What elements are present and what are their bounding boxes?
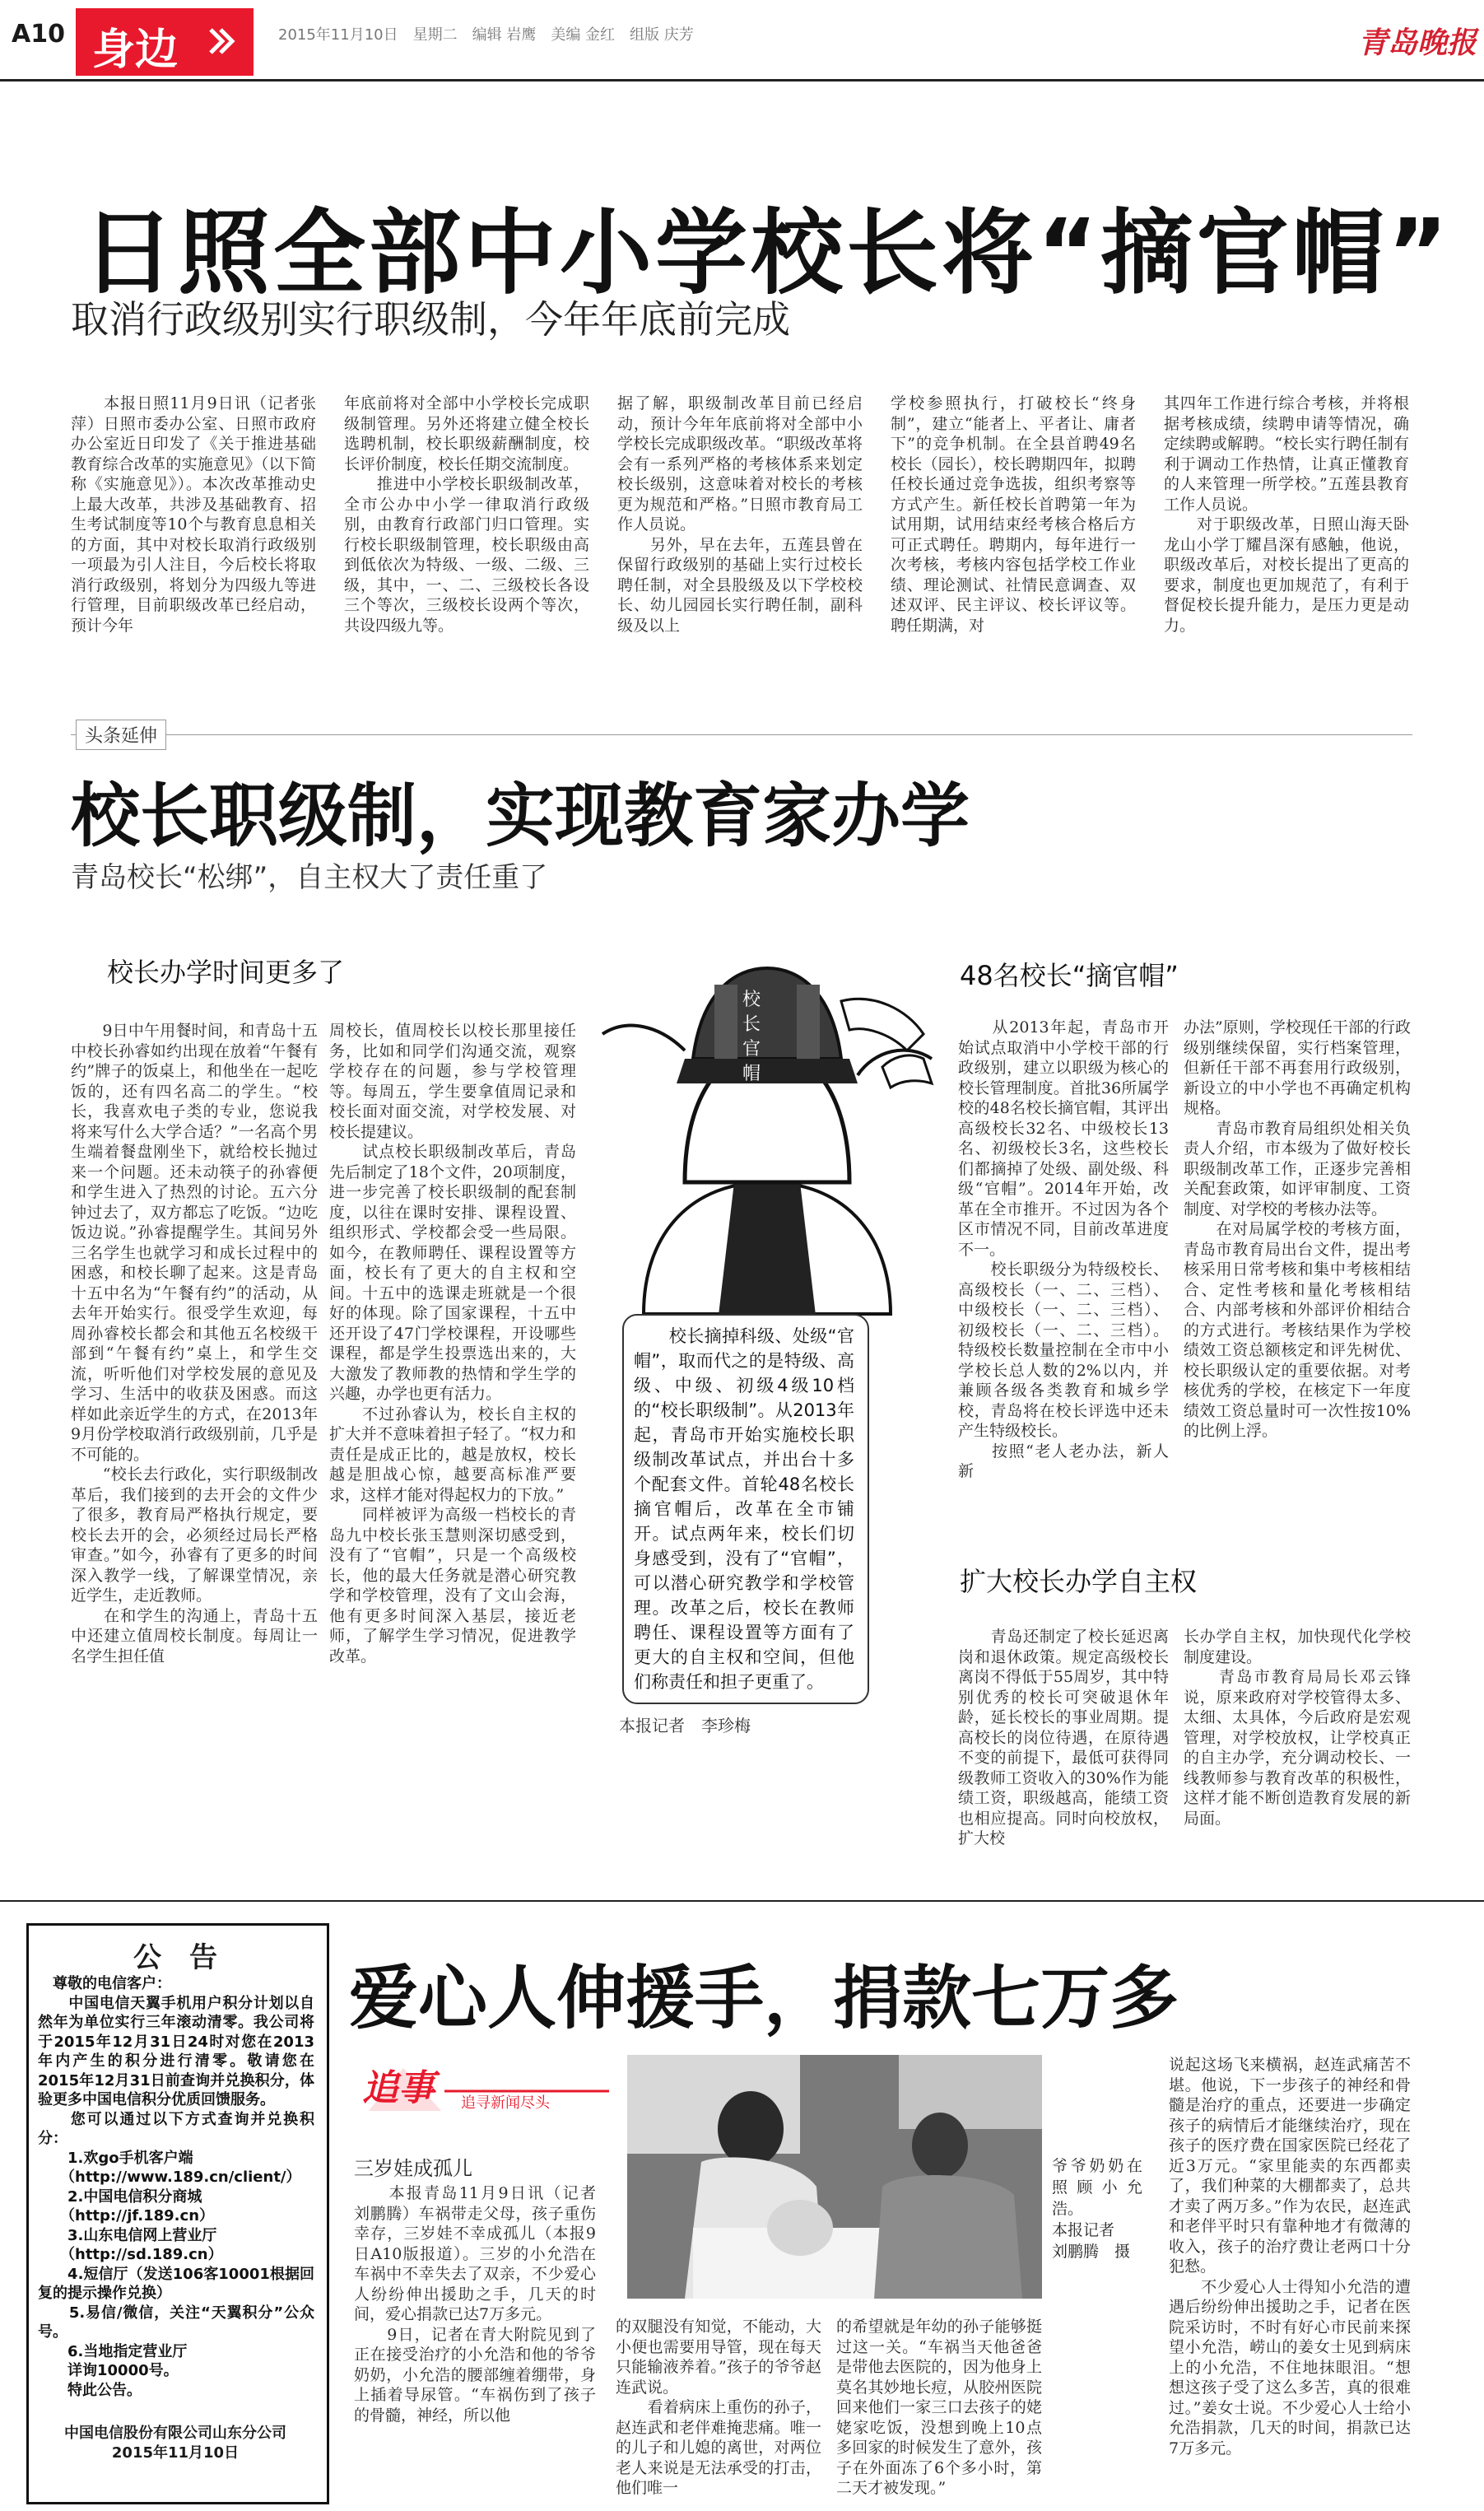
bottom-column-4: 说起这场飞来横祸，赵连武痛苦不堪。他说，下一步孩子的神经和骨髓是治疗的重点，还要进一步确定孩子的病情后才能继续治疗，现在孩子的医疗费在国家医院已经花了近3万元。“家里能卖的东西都卖了，我们种菜的大棚都卖了，总共才卖了两万多。”作为农民，赵连武和老伴平时只有靠种地才有微薄的收入，孩子的治疗费让老两口十分犯愁。 不少爱心人士得知小允浩的遭遇后纷纷伸出援助之手，记者在医院采访时，不时有好心市民前来探望小允浩，崂山的姜女士见到病床上的小允浩，不住地抹眼泪。“想想这孩子受了这么多苦，真的很难过。”姜女士说。不少爱心人士给小允浩捐款，几天的时间，捐款已达7万多元。 (1169, 2056, 1411, 2457)
extension-tag-rule (71, 734, 1412, 735)
lead-headline: 日照全部中小学校长将“摘官帽” (82, 200, 1452, 307)
column-logo-sub: 追寻新闻尽头 (461, 2094, 550, 2112)
extension-column-2: 周校长，值周校长以校长那里接任务，比如和同学们沟通交流，观察学校存在的问题，参与学校管理等。每周五，学生要拿值周记录和校长面对面交流，对学校发展、对校长提建议。 试点校长职级制改革后，青岛先后制定了18个文件，20项制度，进一步完善了校长职级制的配套制度，以往在课时安排、课程设置、组织形式、学校都会受一些局限。如今，在教师聘任、课程设置等方面，校长有了更大的自主权和空间。十五中的选课走班就是一个很好的体现。除了国家课程，十五中还开设了47门学校课程，开设哪些课程，都是学生投票选出来的，大大激发了教师教的热情和学生学的兴趣，办学也更有活力。 不过孙睿认为，校长自主权的扩大并不意味着担子轻了。“权力和责任是成正比的，越是放权，校长越是胆战心惊，越要高标准严要求，这样才能对得起权力的下放。” 同样被评为高级一档校长的青岛九中校长张玉慧则深切感受到，没有了“官帽”，只是一个高级校长，他的最大任务就是潜心研究教学和学校管理，没有了文山会海，他有更多时间深入基层，接近老师，了解学生学习情况，促进教学改革。 (329, 1022, 576, 1665)
section-title-3: 扩大校长办学自主权 (960, 1566, 1198, 1597)
extension-subhead: 青岛校长“松绑”，自主权大了责任重了 (71, 861, 548, 894)
illustration-credit: 本报记者 李珍梅 (619, 1716, 751, 1735)
notice-title: 公 告 (133, 1941, 217, 1974)
extension-column-6: 长办学自主权，加快现代化学校制度建设。 青岛市教育局局长邓云锋说，原来政府对学校管得太多、太细、太具体，今后政府是宏观管理，对学校放权，让学校真正的自主办学，充分调动校长、一线教师参与教育改革的积极性，这样才能不断创造教育发展的新局面。 (1184, 1628, 1411, 1828)
photo-caption: 爷爷奶奶在照顾小允浩。 本报记者 刘鹏腾 摄 (1052, 2157, 1142, 2261)
hospital-photo (627, 2055, 1042, 2299)
column-logo-text: 追事 (362, 2067, 435, 2109)
section-name: 身边 (92, 26, 179, 75)
extension-column-5: 青岛还制定了校长延迟离岗和退休政策。规定高级校长离岗不得低于55周岁，其中特别优秀的校长可突破退休年龄，延长校长的事业周期。提高校长的岗位待遇，在原待遇不变的前提下，最低可获得同级教师工资收入的30%作为能绩工资，职级越高，能绩工资也相应提高。同时向校放权，扩大校 (958, 1628, 1169, 1847)
extension-headline: 校长职级制，实现教育家办学 (71, 776, 970, 856)
lead-subhead: 取消行政级别实行职级制，今年年底前完成 (71, 297, 790, 342)
section-title-2: 48名校长“摘官帽” (960, 960, 1179, 991)
chevron-right-icon (206, 25, 239, 58)
extension-column-1: 9日中午用餐时间，和青岛十五中校长孙睿如约出现在放着“午餐有约”牌子的饭桌上，和他坐在一起吃饭的，还有四名高二的学生。“校长，我喜欢电子类的专业，您说我将来写什么大学合适？”一名高个男生端着餐盘刚坐下，就给校长抛过来一个问题。还未动筷子的孙睿便和学生进入了热烈的讨论。五六分钟过去了，双方都忘了吃饭。“边吃饭边说。”孙睿提醒学生。其间另外三名学生也就学习和成长过程中的困惑，和校长聊了起来。这是青岛十五中名为“午餐有约”的活动，从去年开始实行。很受学生欢迎，每周孙睿校长都会和其他五名校级干部到“午餐有约”桌上，和学生交流，听听他们对学校发展的意见及学习、生活中的收获及困惑。而这样如此亲近学生的方式，在2013年9月份学校取消行政级别前，几乎是不可能的。 “校长去行政化，实行职级制改革后，我们接到的去开会的文件少了很多，教育局严格执行规定，要校长去开的会，必须经过局长严格审查。”如今，孙睿有了更多的时间深入教学一线，了解课堂情况，亲近学生，走近教师。 在和学生的沟通上，青岛十五中还建立值周校长制度。每周让一名学生担任值 (71, 1022, 318, 1665)
hat-label: 校长官帽 (742, 990, 761, 1084)
extension-tag: 头条延伸 (76, 720, 166, 750)
lead-column-2: 年底前将对全部中小学校长完成职级制管理。另外还将建立健全校长选聘机制，校长职级薪酬制度，校长评价制度，校长任期交流制度。 推进中小学校长职级制改革，全市公办中小学一律取消行政级别，由教育行政部门归口管理。实行校长职级制管理，校长职级由高到低依次为特级、一级、二级、三级，其中，一、二、三级校长各设三个等次，三级校长设两个等次，共设四级九等。 (344, 394, 589, 635)
extension-column-3: 从2013年起，青岛市开始试点取消中小学校干部的行政级别，建立以职级为核心的校长管理制度。首批36所属学校的48名校长摘官帽，其评出高级校长32名、中级校长13名、初级校长3名，这些校长们都摘掉了处级、副处级、科级“官帽”。2014年开始，改革在全市推开。不过因为各个区市情况不同，目前改革进度不一。 校长职级分为特级校长、高级校长（一、二、三档）、中级校长（一、二、三档）、初级校长（一、二、三档）。特级校长数量控制在全市中小学校长总人数的2%以内，并兼顾各级各类教育和城乡学校，青岛将在校长评选中还未产生特级校长。 按照“老人老办法，新人新 (958, 1018, 1169, 1480)
section-title-1: 校长办学时间更多了 (107, 957, 345, 988)
bottom-column-3: 的希望就是年幼的孙子能够挺过这一关。“车祸当天他爸爸是带他去医院的，因为他身上莫名其妙地长痘，从胶州医院回来他们一家三口去孩子的姥姥家吃饭，没想到晚上10点多回家的时候发生了意外，孩子在外面冻了6个多小时，第二天才被发现。” (836, 2318, 1042, 2497)
notice-footer: 中国电信股份有限公司山东分公司 2015年11月10日 (64, 2425, 286, 2462)
bottom-section-rule (0, 1900, 1484, 1902)
lead-column-3: 据了解，职级制改革目前已经启动，预计今年年底前将对全部中小学校长完成职级改革。“职级改革将会有一系列严格的考核体系来划定校长级别，这意味着对校长的考核更为规范和严格。”日照市教育局工作人员说。 另外，早在去年，五莲县曾在保留行政级别的基础上实行过校长聘任制，对全县股级及以下学校校长、幼儿园园长实行聘任制，副科级及以上 (617, 394, 863, 635)
bottom-headline: 爱心人伸援手，捐款七万多 (349, 1958, 1179, 2038)
header-rule (0, 79, 1484, 82)
extension-column-4: 办法”原则，学校现任干部的行政级别继续保留，实行档案管理，但新任干部不再套用行政级别，新设立的中小学也不再确定机构规格。 青岛市教育局组织处相关负责人介绍，市本级为了做好校长职级制改革工作，正逐步完善相关配套政策，如评审制度、工资制度、对学校的考核办法等。 在对局属学校的考核方面，青岛市教育局出台文件，提出考核采用日常考核和集中考核相结合、定性考核和量化考核相结合、内部考核和外部评价相结合的方式进行。考核结果作为学校绩效工资总额核定和评先树优、校长职级认定的重要依据。对考核优秀的学校，在核定下一年度绩效工资总量时可一次性按10%的比例上浮。 (1184, 1018, 1411, 1440)
masthead-logo: 青岛晚报 (1358, 26, 1477, 60)
notice-body: 尊敬的电信客户： 中国电信天翼手机用户积分计划以自然年为单位实行三年滚动清零。我公司将于2015年12月31日24时对您在2013年内产生的积分进行清零。敬请您在2015年12月31日前查询并兑换积分，体验更多中国电信积分优质回馈服务。 您可以通过以下方式查询并兑换积分： 1.欢go手机客户端 （http://www.189.cn/client/） 2.中国电信积分商城 （http://jf.189.cn） 3.山东电信网上营业厅 （http://sd.189.cn） 4.短信厅（发送106客10001根据回复的提示操作兑换） 5.易信/微信，关注“天翼积分”公众号。 6.当地指定营业厅 详询10000号。 特此公告。 (38, 1975, 314, 2399)
lead-column-1: 本报日照11月9日讯（记者张萍）日照市委办公室、日照市政府办公室近日印发了《关于推进基础教育综合改革的实施意见》（以下简称《实施意见》）。本次改革推动史上最大改革，共涉及基础教育、招生考试制度等10个与教育息息相关的方面，其中对校长取消行政级别一项最为引人注目，今后校长将取消行政级别，将划分为四级九等进行管理，目前职级改革已经启动，预计今年 (71, 394, 316, 635)
page-meta: 2015年11月10日 星期二 编辑 岩鹰 美编 金红 组版 庆芳 (278, 26, 694, 44)
hat-illustration (594, 935, 940, 1314)
lead-column-4: 学校参照执行，打破校长“终身制”，建立“能者上、平者让、庸者下”的竞争机制。在全县首聘49名校长（园长），校长聘期四年，拟聘任校长通过竞争选拔，组织考察等方式产生。新任校长首聘第一年为试用期，试用结束经考核合格后方可正式聘任。聘期内，每年进行一次考核，考核内容包括学校工作业绩、理论测试、社情民意调查、双述双评、民主评议、校长评议等。聘任期满，对 (891, 394, 1136, 635)
bottom-column-2: 的双腿没有知觉，不能动，大小便也需要用导管，现在每天只能输液养着。”孩子的爷爷赵连武说。 看着病床上重伤的孙子，赵连武和老伴难掩悲痛。唯一的儿子和儿媳的离世，对两位老人来说是无法承受的打击，他们唯一 (616, 2318, 821, 2497)
bottom-kicker: 三岁娃成孤儿 (354, 2157, 472, 2180)
bottom-column-1: 本报青岛11月9日讯（记者 刘鹏腾）车祸带走父母，孩子重伤幸存，三岁娃不幸成孤儿（本报9日A10版报道）。三岁的小允浩在车祸中不幸失去了双亲，不少爱心人纷纷伸出援助之手，几天的时间，爱心捐款已达7万多元。 9日，记者在青大附院见到了正在接受治疗的小允浩和他的爷爷奶奶，小允浩的腰部缠着绷带，身上插着导尿管。“车祸伤到了孩子的骨髓，神经，所以他 (354, 2184, 596, 2425)
lead-column-5: 其四年工作进行综合考核，并将根据考核成绩，续聘申请等情况，确定续聘或解聘。“校长实行聘任制有利于调动工作热情，让真正懂教育的人来管理一所学校。”五莲县教育工作人员说。 对于职级改革，日照山海天卧龙山小学丁耀昌深有感触，他说，职级改革后，对校长提出了更高的要求，制度也更加规范了，有利于督促校长提升能力，是压力更是动力。 (1164, 394, 1409, 635)
summary-box-text: 校长摘掉科级、处级“官帽”，取而代之的是特级、高级、中级、初级4级10档的“校长职级制”。从2013年起，青岛市开始实施校长职级制改革试点，并出台十多个配套文件。首轮48名校长摘官帽后，改革在全市铺开。试点两年来，校长们切身感受到，没有了“官帽”，可以潜心研究教学和学校管理。改革之后，校长在教师聘任、课程设置等方面有了更大的自主权和空间，但他们称责任和担子更重了。 (634, 1326, 854, 1692)
page-number: A10 (12, 20, 65, 49)
